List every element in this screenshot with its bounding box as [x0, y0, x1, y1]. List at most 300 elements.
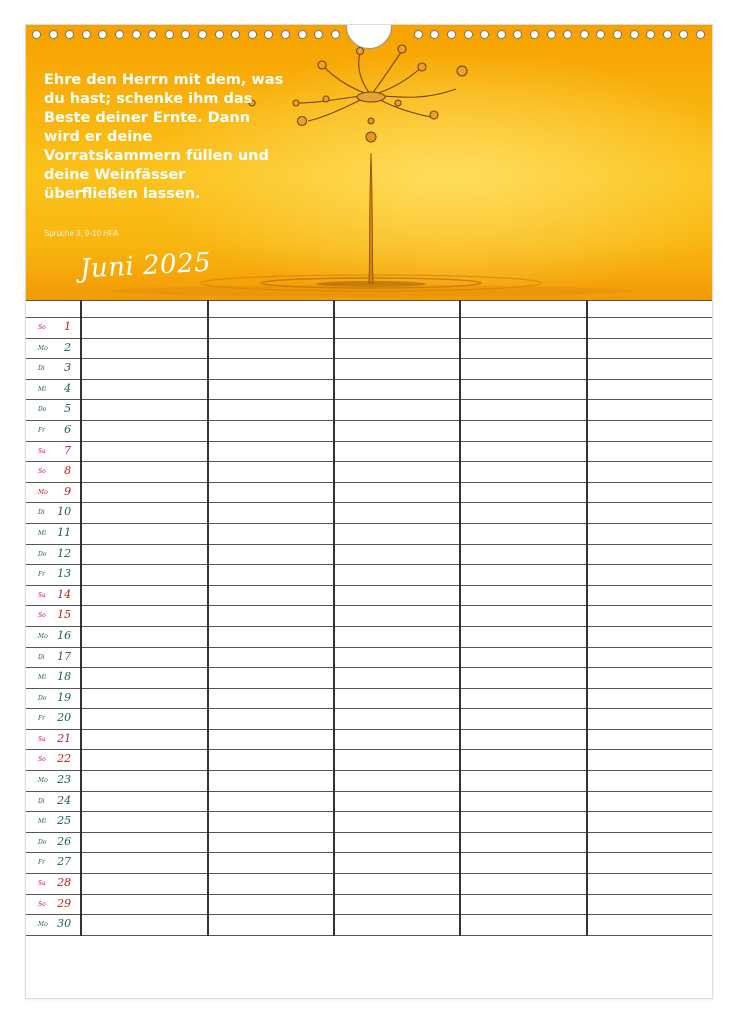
- entry-cell[interactable]: [81, 771, 207, 792]
- entry-cell[interactable]: [81, 482, 207, 503]
- weekday-name: Mi: [38, 385, 47, 393]
- day-label-cell: [26, 400, 81, 421]
- entry-cell[interactable]: [81, 729, 207, 750]
- binding-hole: [132, 30, 141, 39]
- entry-cell[interactable]: [460, 832, 586, 853]
- entry-cell[interactable]: [587, 647, 712, 668]
- day-label-cell: [26, 791, 81, 812]
- entry-cell[interactable]: [81, 894, 207, 915]
- entry-cell[interactable]: [334, 668, 460, 689]
- day-number: 28: [57, 876, 72, 890]
- column-header-cell[interactable]: [81, 301, 207, 318]
- day-number: 3: [64, 361, 72, 375]
- entry-cell[interactable]: [587, 606, 712, 627]
- day-row: [26, 915, 712, 936]
- entry-cell[interactable]: [334, 709, 460, 730]
- entry-cell[interactable]: [334, 894, 460, 915]
- binding-hole: [32, 30, 41, 39]
- day-number: 2: [64, 340, 72, 354]
- entry-cell[interactable]: [208, 565, 334, 586]
- day-row: [26, 750, 712, 771]
- weekday-name: Mo: [38, 921, 48, 929]
- entry-cell[interactable]: [81, 647, 207, 668]
- binding-hole: [580, 30, 589, 39]
- day-row: [26, 420, 712, 441]
- entry-cell[interactable]: [208, 482, 334, 503]
- binding-hole: [148, 30, 157, 39]
- entry-cell[interactable]: [587, 544, 712, 565]
- entry-cell[interactable]: [208, 379, 334, 400]
- day-row: [26, 771, 712, 792]
- weekday-name: Sa: [38, 591, 46, 599]
- weekday-name: Sa: [38, 880, 46, 888]
- binding-hole: [696, 30, 705, 39]
- entry-cell[interactable]: [208, 420, 334, 441]
- entry-cell[interactable]: [460, 338, 586, 359]
- day-label-cell: [26, 771, 81, 792]
- weekday-name: Do: [38, 550, 47, 558]
- entry-cell[interactable]: [460, 771, 586, 792]
- entry-cell[interactable]: [208, 400, 334, 421]
- day-number: 13: [57, 567, 72, 581]
- entry-cell[interactable]: [587, 318, 712, 339]
- entry-cell[interactable]: [208, 359, 334, 380]
- month-title: Juni 2025: [79, 247, 212, 285]
- entry-cell[interactable]: [81, 565, 207, 586]
- day-label-cell: [26, 853, 81, 874]
- entry-cell[interactable]: [81, 853, 207, 874]
- entry-cell[interactable]: [460, 812, 586, 833]
- day-number: 1: [64, 320, 72, 333]
- column-header-cell[interactable]: [208, 301, 334, 318]
- entry-cell[interactable]: [208, 523, 334, 544]
- entry-cell[interactable]: [334, 318, 460, 339]
- day-label-cell: [26, 482, 81, 503]
- entry-cell[interactable]: [460, 729, 586, 750]
- weekday-name: Di: [38, 365, 45, 373]
- entry-cell[interactable]: [460, 853, 586, 874]
- entry-cell[interactable]: [334, 626, 460, 647]
- entry-cell[interactable]: [81, 606, 207, 627]
- entry-cell[interactable]: [587, 400, 712, 421]
- entry-cell[interactable]: [587, 359, 712, 380]
- entry-cell[interactable]: [587, 565, 712, 586]
- entry-cell[interactable]: [460, 400, 586, 421]
- entry-cell[interactable]: [81, 359, 207, 380]
- weekday-name: Fr: [38, 426, 46, 434]
- entry-cell[interactable]: [334, 359, 460, 380]
- entry-cell[interactable]: [208, 462, 334, 483]
- entry-cell[interactable]: [460, 915, 586, 936]
- day-label-cell: [26, 668, 81, 689]
- day-row: [26, 462, 712, 483]
- entry-cell[interactable]: [460, 359, 586, 380]
- entry-cell[interactable]: [587, 729, 712, 750]
- entry-cell[interactable]: [81, 709, 207, 730]
- entry-cell[interactable]: [334, 565, 460, 586]
- entry-cell[interactable]: [81, 318, 207, 339]
- entry-cell[interactable]: [587, 523, 712, 544]
- binding-hole: [447, 30, 456, 39]
- entry-cell[interactable]: [334, 853, 460, 874]
- entry-cell[interactable]: [208, 832, 334, 853]
- day-label-cell: [26, 647, 81, 668]
- entry-cell[interactable]: [81, 379, 207, 400]
- entry-cell[interactable]: [334, 482, 460, 503]
- day-label-cell: [26, 420, 81, 441]
- day-row: [26, 606, 712, 627]
- entry-cell[interactable]: [460, 791, 586, 812]
- day-number: 25: [57, 814, 72, 828]
- entry-cell[interactable]: [334, 874, 460, 895]
- binding-hole: [231, 30, 240, 39]
- binding-hole: [663, 30, 672, 39]
- entry-cell[interactable]: [208, 688, 334, 709]
- entry-cell[interactable]: [587, 688, 712, 709]
- entry-cell[interactable]: [587, 915, 712, 936]
- entry-cell[interactable]: [460, 750, 586, 771]
- binding-hole: [547, 30, 556, 39]
- entry-cell[interactable]: [208, 729, 334, 750]
- entry-cell[interactable]: [81, 503, 207, 524]
- entry-cell[interactable]: [334, 441, 460, 462]
- entry-cell[interactable]: [460, 894, 586, 915]
- entry-cell[interactable]: [587, 379, 712, 400]
- entry-cell[interactable]: [587, 853, 712, 874]
- binding-hole: [530, 30, 539, 39]
- entry-cell[interactable]: [587, 771, 712, 792]
- weekday-name: Sa: [38, 447, 46, 455]
- day-label-cell: [26, 729, 81, 750]
- day-row: [26, 709, 712, 730]
- day-number: 10: [57, 505, 72, 519]
- day-row: [26, 853, 712, 874]
- entry-cell[interactable]: [334, 915, 460, 936]
- entry-cell[interactable]: [460, 462, 586, 483]
- binding-hole: [264, 30, 273, 39]
- day-label-cell: [26, 379, 81, 400]
- binding-hole: [98, 30, 107, 39]
- column-header-cell[interactable]: [587, 301, 712, 318]
- entry-cell[interactable]: [460, 565, 586, 586]
- entry-cell[interactable]: [334, 791, 460, 812]
- entry-cell[interactable]: [460, 420, 586, 441]
- binding-hole: [165, 30, 174, 39]
- entry-cell[interactable]: [587, 832, 712, 853]
- day-number: 18: [57, 670, 72, 684]
- entry-cell[interactable]: [334, 812, 460, 833]
- entry-cell[interactable]: [208, 853, 334, 874]
- weekday-name: Mi: [38, 674, 47, 682]
- entry-cell[interactable]: [208, 874, 334, 895]
- entry-cell[interactable]: [334, 379, 460, 400]
- entry-cell[interactable]: [334, 832, 460, 853]
- weekday-name: Mo: [38, 488, 48, 496]
- binding-hole: [646, 30, 655, 39]
- entry-cell[interactable]: [208, 750, 334, 771]
- day-label-cell: [26, 338, 81, 359]
- day-number: 19: [57, 690, 72, 704]
- day-label-cell: [26, 606, 81, 627]
- binding-hole: [480, 30, 489, 39]
- entry-cell[interactable]: [334, 503, 460, 524]
- weekday-name: Fr: [38, 571, 46, 579]
- day-number: 6: [64, 422, 72, 436]
- day-number: 9: [64, 484, 72, 498]
- entry-cell[interactable]: [334, 523, 460, 544]
- entry-cell[interactable]: [208, 503, 334, 524]
- header-image: [26, 25, 712, 300]
- day-label-cell: [26, 894, 81, 915]
- day-label-cell: [26, 565, 81, 586]
- day-label-cell: [26, 359, 81, 380]
- entry-cell[interactable]: [460, 544, 586, 565]
- weekday-name: Mo: [38, 777, 48, 785]
- entry-cell[interactable]: [81, 338, 207, 359]
- day-row: [26, 379, 712, 400]
- day-number: 15: [57, 608, 72, 622]
- weekday-name: Sa: [38, 735, 46, 743]
- binding-hole: [248, 30, 257, 39]
- day-label-cell: [26, 915, 81, 936]
- entry-cell[interactable]: [208, 812, 334, 833]
- day-row: [26, 874, 712, 895]
- entry-cell[interactable]: [81, 832, 207, 853]
- day-row: [26, 318, 712, 339]
- entry-cell[interactable]: [334, 585, 460, 606]
- entry-cell[interactable]: [587, 668, 712, 689]
- entry-cell[interactable]: [587, 462, 712, 483]
- entry-cell[interactable]: [460, 318, 586, 339]
- day-number: 29: [57, 896, 72, 910]
- day-row: [26, 565, 712, 586]
- entry-cell[interactable]: [208, 585, 334, 606]
- quote-source: Sprüche 3, 9-10 HFA: [44, 229, 119, 238]
- entry-cell[interactable]: [460, 523, 586, 544]
- day-number: 26: [57, 834, 72, 848]
- weekday-name: Fr: [38, 859, 46, 867]
- entry-cell[interactable]: [334, 606, 460, 627]
- day-row: [26, 585, 712, 606]
- day-number: 27: [57, 855, 72, 869]
- weekday-name: Do: [38, 838, 47, 846]
- entry-cell[interactable]: [587, 709, 712, 730]
- entry-cell[interactable]: [460, 482, 586, 503]
- entry-cell[interactable]: [334, 420, 460, 441]
- day-number: 4: [64, 381, 72, 395]
- entry-cell[interactable]: [81, 544, 207, 565]
- day-label-cell: [26, 874, 81, 895]
- day-label-cell: [26, 503, 81, 524]
- day-label-cell: [26, 318, 81, 339]
- day-number: 16: [57, 628, 72, 642]
- day-row: [26, 338, 712, 359]
- binding-hole: [430, 30, 439, 39]
- day-row: [26, 503, 712, 524]
- entry-cell[interactable]: [81, 688, 207, 709]
- weekday-name: So: [38, 756, 46, 764]
- entry-cell[interactable]: [81, 462, 207, 483]
- binding-hole: [513, 30, 522, 39]
- entry-cell[interactable]: [460, 668, 586, 689]
- day-row: [26, 668, 712, 689]
- calendar-grid: [26, 300, 712, 936]
- weekday-name: Do: [38, 694, 47, 702]
- entry-cell[interactable]: [334, 750, 460, 771]
- binding-hole: [115, 30, 124, 39]
- entry-cell[interactable]: [208, 771, 334, 792]
- entry-cell[interactable]: [81, 750, 207, 771]
- weekday-name: Di: [38, 797, 45, 805]
- entry-cell[interactable]: [208, 318, 334, 339]
- entry-cell[interactable]: [460, 626, 586, 647]
- day-row: [26, 832, 712, 853]
- entry-cell[interactable]: [460, 606, 586, 627]
- binding-hole: [314, 30, 323, 39]
- entry-cell[interactable]: [81, 874, 207, 895]
- day-number: 12: [57, 546, 72, 560]
- entry-cell[interactable]: [334, 400, 460, 421]
- entry-cell[interactable]: [460, 688, 586, 709]
- quote-text: Ehre den Herrn mit dem, was du hast; schenke ihm das Beste deiner Ernte. Dann wird er deine Vorratskammern füllen und deine Weinfässer überfließen lassen.: [44, 72, 284, 202]
- day-number: 21: [57, 731, 72, 745]
- entry-cell[interactable]: [208, 338, 334, 359]
- entry-cell[interactable]: [587, 441, 712, 462]
- binding-hole: [215, 30, 224, 39]
- entry-cell[interactable]: [587, 750, 712, 771]
- entry-cell[interactable]: [460, 441, 586, 462]
- day-number: 11: [57, 525, 72, 539]
- binding-hole: [298, 30, 307, 39]
- day-label-cell: [26, 523, 81, 544]
- binding-hole: [497, 30, 506, 39]
- day-label-cell: [26, 585, 81, 606]
- day-number: 17: [57, 649, 72, 663]
- column-header-cell[interactable]: [460, 301, 586, 318]
- weekday-name: Mi: [38, 818, 47, 826]
- entry-cell[interactable]: [587, 420, 712, 441]
- entry-cell[interactable]: [334, 544, 460, 565]
- entry-cell[interactable]: [334, 729, 460, 750]
- weekday-name: Fr: [38, 715, 46, 723]
- entry-cell[interactable]: [460, 503, 586, 524]
- day-row: [26, 894, 712, 915]
- day-number: 30: [57, 917, 72, 931]
- entry-cell[interactable]: [81, 523, 207, 544]
- calendar-page: [25, 24, 713, 999]
- entry-cell[interactable]: [208, 441, 334, 462]
- day-number: 24: [57, 793, 72, 807]
- entry-cell[interactable]: [334, 462, 460, 483]
- day-row: [26, 523, 712, 544]
- entry-cell[interactable]: [587, 791, 712, 812]
- entry-cell[interactable]: [208, 915, 334, 936]
- day-number: 8: [64, 464, 72, 478]
- entry-cell[interactable]: [208, 626, 334, 647]
- entry-cell[interactable]: [208, 606, 334, 627]
- day-number: 7: [64, 443, 72, 457]
- day-row: [26, 791, 712, 812]
- entry-cell[interactable]: [587, 338, 712, 359]
- entry-cell[interactable]: [587, 503, 712, 524]
- entry-cell[interactable]: [587, 812, 712, 833]
- day-row: [26, 729, 712, 750]
- entry-cell[interactable]: [460, 709, 586, 730]
- day-label-cell: [26, 812, 81, 833]
- entry-cell[interactable]: [208, 647, 334, 668]
- entry-cell[interactable]: [334, 338, 460, 359]
- entry-cell[interactable]: [208, 791, 334, 812]
- entry-cell[interactable]: [81, 626, 207, 647]
- day-number: 22: [57, 752, 72, 766]
- day-number: 5: [64, 402, 72, 416]
- entry-cell[interactable]: [334, 688, 460, 709]
- day-label-cell: [26, 626, 81, 647]
- binding-hole: [563, 30, 572, 39]
- binding-hole: [181, 30, 190, 39]
- binding-hole: [49, 30, 58, 39]
- entry-cell[interactable]: [587, 874, 712, 895]
- entry-cell[interactable]: [587, 626, 712, 647]
- entry-cell[interactable]: [334, 647, 460, 668]
- entry-cell[interactable]: [587, 894, 712, 915]
- day-number: 20: [57, 711, 72, 725]
- entry-cell[interactable]: [81, 585, 207, 606]
- entry-cell[interactable]: [208, 894, 334, 915]
- entry-cell[interactable]: [208, 544, 334, 565]
- entry-cell[interactable]: [460, 379, 586, 400]
- day-row: [26, 359, 712, 380]
- entry-cell[interactable]: [587, 482, 712, 503]
- day-label-cell: [26, 709, 81, 730]
- day-row: [26, 812, 712, 833]
- entry-cell[interactable]: [81, 668, 207, 689]
- binding-hole: [65, 30, 74, 39]
- day-row: [26, 688, 712, 709]
- entry-cell[interactable]: [460, 585, 586, 606]
- binding-hole: [679, 30, 688, 39]
- day-row: [26, 400, 712, 421]
- entry-cell[interactable]: [81, 812, 207, 833]
- weekday-name: Di: [38, 509, 45, 517]
- binding-hole: [613, 30, 622, 39]
- entry-cell[interactable]: [81, 915, 207, 936]
- entry-cell[interactable]: [334, 771, 460, 792]
- column-header-cell[interactable]: [334, 301, 460, 318]
- day-number: 23: [57, 773, 72, 787]
- weekday-name: So: [38, 324, 46, 331]
- entry-cell[interactable]: [81, 400, 207, 421]
- entry-cell[interactable]: [81, 791, 207, 812]
- entry-cell[interactable]: [81, 441, 207, 462]
- entry-cell[interactable]: [81, 420, 207, 441]
- binding-hole: [630, 30, 639, 39]
- entry-cell[interactable]: [460, 647, 586, 668]
- entry-cell[interactable]: [587, 585, 712, 606]
- header-row: [26, 301, 712, 318]
- day-label-cell: [26, 462, 81, 483]
- entry-cell[interactable]: [208, 709, 334, 730]
- binding-hole: [281, 30, 290, 39]
- day-row: [26, 441, 712, 462]
- day-label-cell: [26, 688, 81, 709]
- entry-cell[interactable]: [208, 668, 334, 689]
- weekday-name: Mi: [38, 529, 47, 537]
- weekday-name: So: [38, 612, 46, 620]
- entry-cell[interactable]: [460, 874, 586, 895]
- header-day-cell: [26, 301, 81, 318]
- day-row: [26, 544, 712, 565]
